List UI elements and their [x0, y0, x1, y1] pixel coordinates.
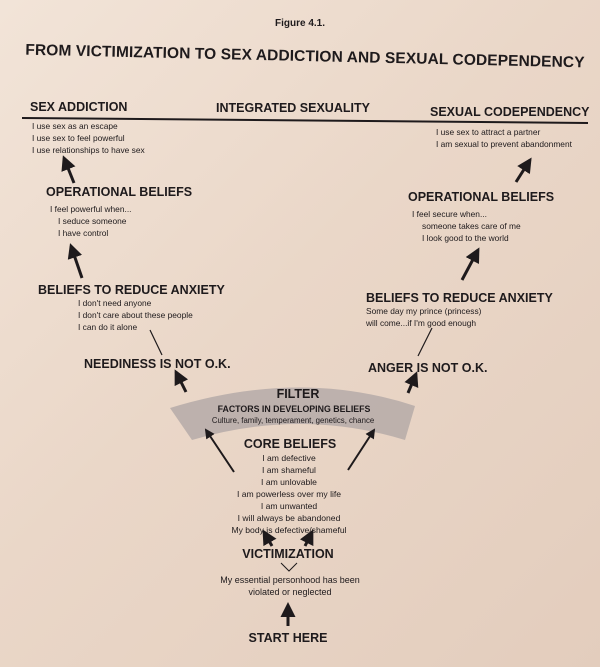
- list-item: violated or neglected: [248, 587, 332, 597]
- victim-v-mark: [281, 563, 297, 571]
- start-here-label: START HERE: [248, 631, 328, 645]
- sexual-codependency-heading: SEXUAL CODEPENDENCY: [430, 105, 590, 119]
- list-item: I can do it alone: [78, 322, 138, 332]
- arrow-right-1: [516, 160, 530, 182]
- list-item: I look good to the world: [422, 233, 509, 243]
- list-item: I don't care about these people: [78, 310, 193, 320]
- list-item: I feel powerful when...: [50, 204, 132, 214]
- left-operational-list: [50, 203, 131, 239]
- left-anxiety-list: [78, 297, 193, 333]
- list-item: I will always be abandoned: [237, 513, 341, 523]
- list-item: I have control: [58, 228, 109, 238]
- page-title: FROM VICTIMIZATION TO SEX ADDICTION AND SEXUAL CODEPENDENCY: [25, 41, 585, 72]
- list-item: My body is defective/shameful: [231, 525, 347, 535]
- neediness-not-ok: NEEDINESS IS NOT O.K.: [84, 357, 231, 371]
- right-operational-list: [412, 208, 521, 244]
- list-item: I use relationships to have sex: [32, 145, 145, 155]
- list-item: I don't need anyone: [78, 298, 152, 308]
- list-item: I am unlovable: [261, 477, 317, 487]
- core-beliefs-heading: CORE BELIEFS: [243, 437, 337, 451]
- line-left-anxiety: [150, 330, 162, 355]
- line-right-anxiety: [418, 328, 432, 356]
- list-item: I use sex to attract a partner: [436, 127, 541, 137]
- left-operational-heading: OPERATIONAL BELIEFS: [46, 185, 193, 199]
- codependency-list: [436, 126, 572, 150]
- arrow-right-2: [462, 250, 478, 280]
- list-item: I use sex to feel powerful: [32, 133, 125, 143]
- right-operational-heading: OPERATIONAL BELIEFS: [408, 190, 555, 204]
- list-item: Some day my prince (princess): [366, 306, 482, 316]
- victimization-text: [0, 574, 580, 598]
- list-item: will come...if I'm good enough: [366, 318, 477, 328]
- integrated-sexuality-heading: INTEGRATED SEXUALITY: [216, 101, 370, 115]
- sex-addiction-heading: SEX ADDICTION: [30, 100, 128, 114]
- filter-subheading: FACTORS IN DEVELOPING BELIEFS: [217, 404, 371, 414]
- left-anxiety-heading: BELIEFS TO REDUCE ANXIETY: [38, 283, 225, 297]
- filter-heading: FILTER: [276, 387, 320, 401]
- right-anxiety-list: [366, 305, 481, 329]
- list-item: I am powerless over my life: [236, 489, 342, 499]
- core-beliefs-list: [0, 452, 578, 536]
- figure-label: Figure 4.1.: [274, 18, 325, 29]
- list-item: I am shameful: [262, 465, 316, 475]
- filter-factors: Culture, family, temperament, genetics, chance: [211, 416, 375, 425]
- arrow-left-1: [64, 158, 74, 183]
- arrow-left-2: [71, 246, 82, 278]
- victimization-heading: VICTIMIZATION: [242, 547, 334, 561]
- list-item: I use sex as an escape: [32, 121, 118, 131]
- list-item: I am sexual to prevent abandonment: [436, 139, 572, 149]
- right-anxiety-heading: BELIEFS TO REDUCE ANXIETY: [366, 291, 553, 305]
- anger-not-ok: ANGER IS NOT O.K.: [368, 361, 488, 375]
- list-item: I am defective: [262, 453, 316, 463]
- list-item: I seduce someone: [58, 216, 127, 226]
- list-item: My essential personhood has been: [220, 575, 360, 585]
- list-item: I am unwanted: [260, 501, 318, 511]
- addiction-list: [32, 120, 145, 156]
- list-item: I feel secure when...: [412, 209, 487, 219]
- list-item: someone takes care of me: [422, 221, 521, 231]
